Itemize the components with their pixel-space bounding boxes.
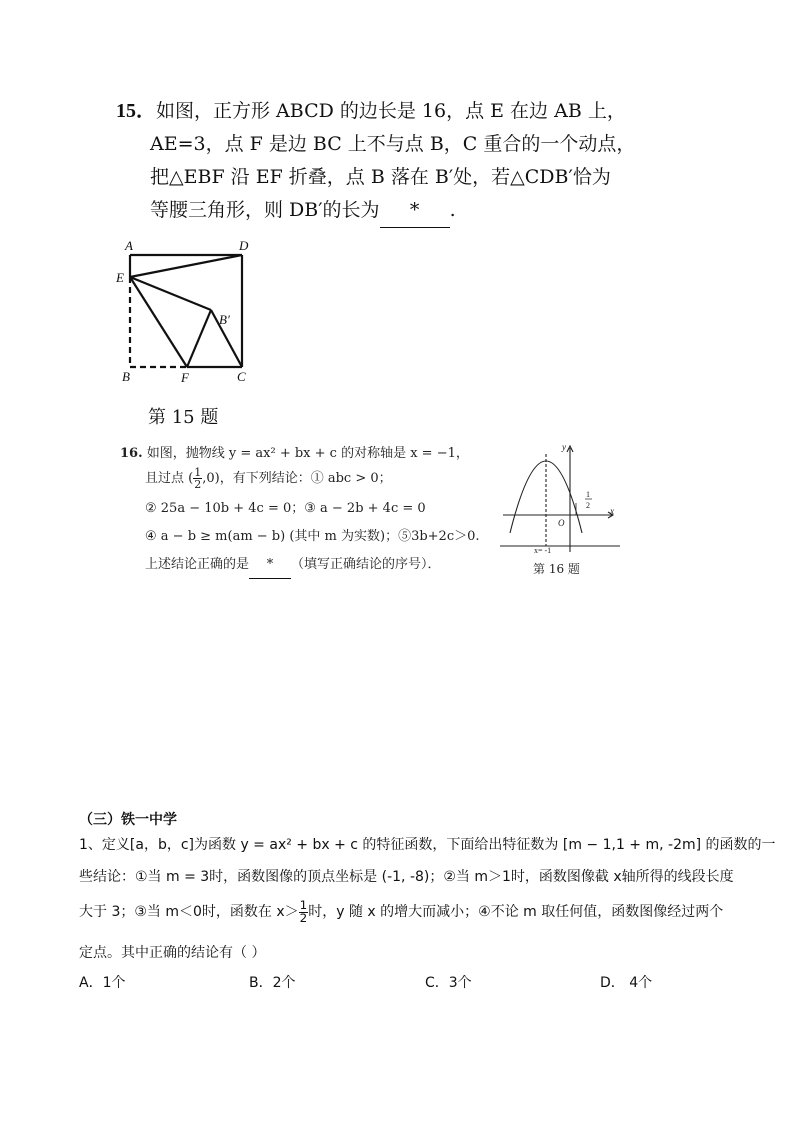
q16-number: 16. bbox=[120, 446, 143, 461]
label-B: B bbox=[122, 369, 130, 384]
s-q1-line1: 1、定义[a，b，c]为函数 y = ax² + bx + c 的特征函数，下面给出特征数为 [m − 1,1 + m, -2m] 的函数的一 bbox=[79, 837, 776, 853]
s-q1-text-3b: 时，y 随 x 的增大而减小；④不论 m 取任何值，函数图像经过两个 bbox=[308, 904, 724, 920]
label-A: A bbox=[125, 238, 133, 253]
option-d: D． 4个 bbox=[600, 975, 653, 991]
label-B-prime: B′ bbox=[219, 312, 230, 327]
q15-period: . bbox=[449, 199, 456, 221]
q16-text-5b: （填写正确结论的序号）． bbox=[291, 557, 441, 572]
graph-y-label: y bbox=[562, 442, 566, 452]
q15-answer-blank: * bbox=[380, 194, 450, 228]
label-E: E bbox=[116, 270, 124, 285]
s-q1-line2: 些结论：①当 m = 3时，函数图像的顶点坐标是 (-1, -8)；②当 m＞1时，函数图像截 x轴所得的线段长度 bbox=[79, 869, 734, 885]
q16-text-2a: 且过点 ( bbox=[145, 471, 194, 486]
q15-line4 bbox=[150, 194, 456, 228]
graph-x-label: x bbox=[610, 506, 614, 516]
q16-line3: ② 25a − 10b + 4c = 0；③ a − 2b + 4c = 0 bbox=[145, 501, 426, 516]
q16-frac-num: 1 bbox=[194, 465, 202, 479]
graph-axis-label: x= -1 bbox=[534, 546, 552, 555]
q15-line2: AE=3，点 F 是边 BC 上不与点 B，C 重合的一个动点， bbox=[150, 133, 636, 155]
label-D: D bbox=[239, 238, 249, 253]
q16-line1 bbox=[120, 441, 469, 467]
q16-answer-blank: * bbox=[249, 552, 291, 579]
graph-origin-label: O bbox=[558, 518, 565, 528]
q16-caption: 第 16 题 bbox=[533, 562, 580, 576]
q16-text-2b: ,0)，有下列结论：① abc > 0； bbox=[202, 471, 392, 486]
label-F: F bbox=[181, 370, 189, 385]
graph-half-num: 1 bbox=[586, 490, 590, 499]
option-a: A．1个 bbox=[79, 975, 126, 991]
s-q1-frac-num: 1 bbox=[299, 897, 308, 912]
s-q1-text-3a: 大于 3；③当 m＜0时，函数在 x＞ bbox=[79, 904, 299, 920]
section-title: （三）铁一中学 bbox=[79, 812, 177, 828]
s-q1-line4: 定点。其中正确的结论有（ ） bbox=[79, 945, 266, 961]
q16-line2 bbox=[145, 466, 392, 492]
q16-parabola-graph bbox=[500, 440, 620, 555]
q16-line4: ④ a − b ≥ m(am − b) (其中 m 为实数)；⑤3b+2c＞0. bbox=[145, 529, 480, 544]
q16-line5 bbox=[145, 552, 441, 579]
q16-text-5a: 上述结论正确的是 bbox=[145, 557, 250, 572]
graph-half-den: 2 bbox=[586, 501, 590, 510]
q15-line1 bbox=[116, 95, 626, 128]
option-c: C．3个 bbox=[425, 975, 472, 991]
q15-square-figure bbox=[110, 236, 260, 386]
q16-fraction bbox=[193, 467, 202, 490]
q15-caption: 第 15 题 bbox=[148, 407, 219, 428]
q15-text-1: 如图，正方形 ABCD 的边长是 16，点 E 在边 AB 上， bbox=[156, 100, 626, 122]
s-q1-frac-den: 2 bbox=[299, 910, 308, 925]
q15-line3: 把△EBF 沿 EF 折叠，点 B 落在 B′处，若△CDB′恰为 bbox=[150, 166, 611, 188]
label-C: C bbox=[237, 369, 246, 384]
q15-text-4: 等腰三角形，则 DB′的长为 bbox=[150, 199, 380, 221]
option-b: B．2个 bbox=[249, 975, 296, 991]
s-q1-line3 bbox=[79, 897, 723, 927]
s-q1-fraction bbox=[299, 897, 309, 925]
q15-number: 15． bbox=[116, 100, 156, 122]
q16-frac-den: 2 bbox=[194, 478, 202, 491]
q16-text-1: 如图，抛物线 y = ax² + bx + c 的对称轴是 x = −1， bbox=[146, 446, 469, 461]
